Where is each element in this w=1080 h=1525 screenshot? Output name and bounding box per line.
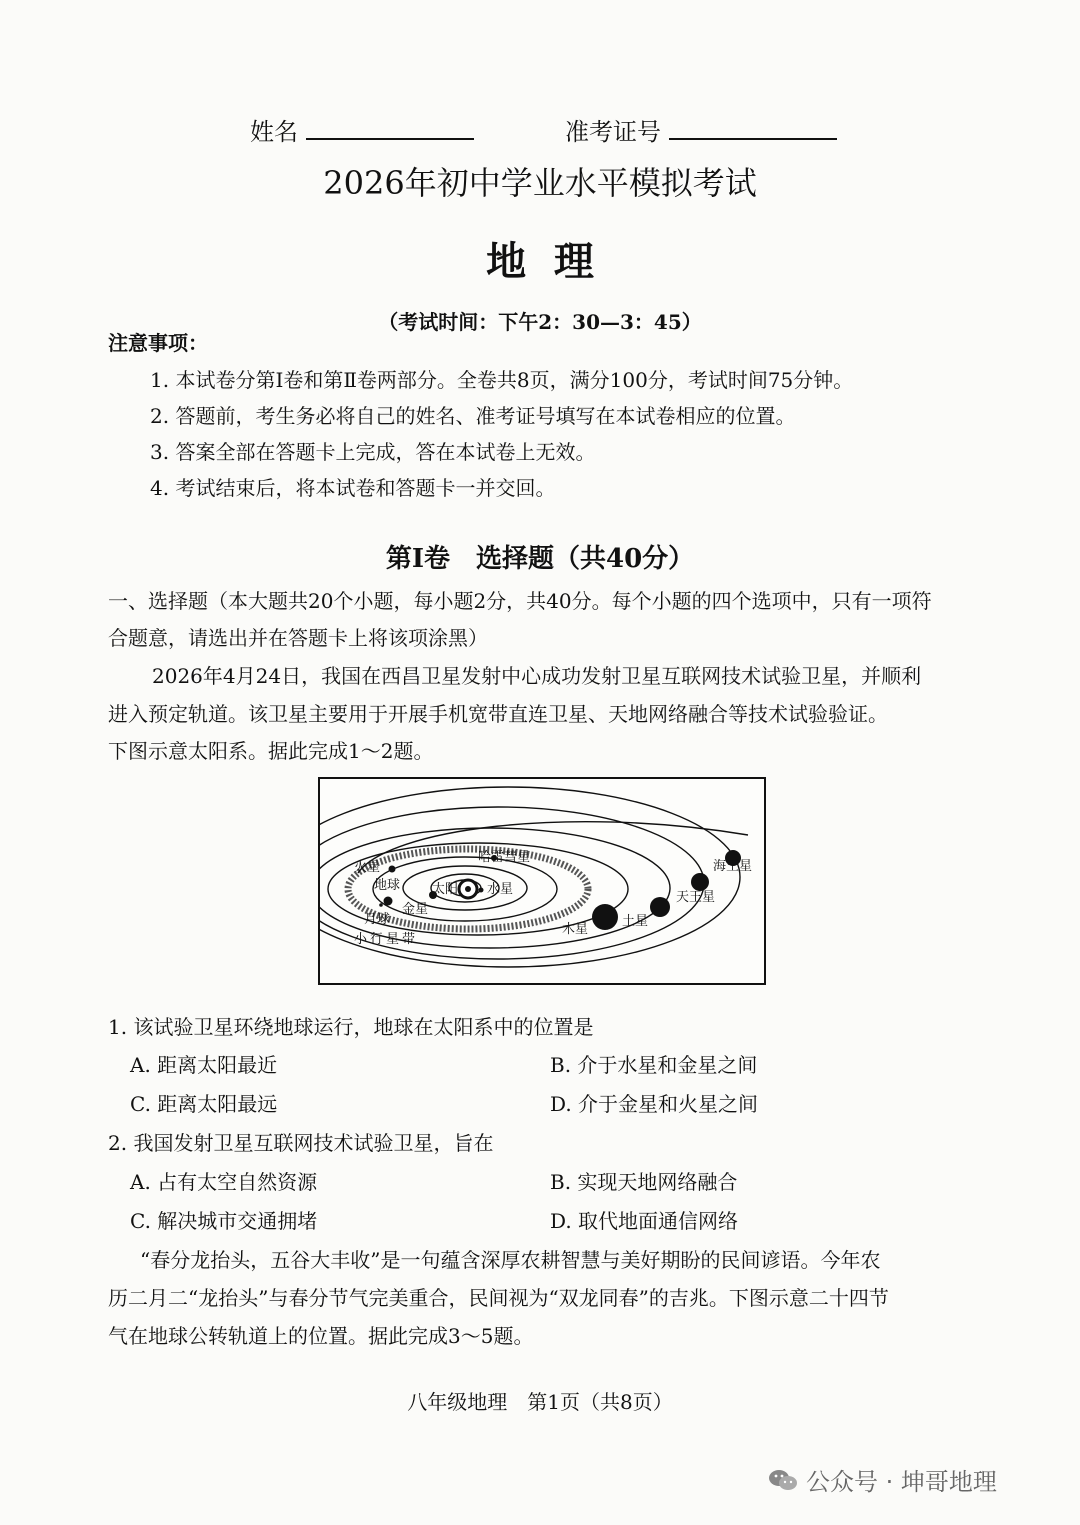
question-1-stem: 1. 该试验卫星环绕地球运行，地球在太阳系中的位置是	[108, 1015, 594, 1039]
section-title: 第Ⅰ卷 选择题（共40分）	[385, 544, 695, 574]
passage2-line3: 气在地球公转轨道上的位置。据此完成3～5题。	[108, 1324, 534, 1348]
label-saturn: 土星	[622, 914, 649, 929]
mercury	[479, 888, 484, 893]
section-instruction-line2: 合题意，请选出并在答题卡上将该项涂黑）	[108, 626, 488, 650]
subject-title: 地 理	[486, 238, 594, 285]
exam-id-field	[565, 112, 837, 147]
sun-core	[465, 886, 471, 892]
wechat-icon	[768, 1467, 798, 1493]
label-jupiter: 木星	[562, 922, 589, 937]
question-1-option-c: C. 距离太阳最远	[130, 1092, 278, 1116]
exam-id-label: 准考证号	[565, 118, 661, 146]
notes-heading: 注意事项：	[108, 331, 208, 355]
label-moon: 月球	[364, 912, 391, 927]
passage1-line1: 2026年4月24日，我国在西昌卫星发射中心成功发射卫星互联网技术试验卫星，并顺利	[152, 664, 922, 688]
mars	[389, 866, 396, 873]
note-item-1: 1. 本试卷分第Ⅰ卷和第Ⅱ卷两部分。全卷共8页，满分100分，考试时间75分钟。	[150, 368, 854, 392]
note-item-3: 3. 答案全部在答题卡上完成，答在本试卷上无效。	[150, 440, 596, 464]
note-item-4: 4. 考试结束后，将本试卷和答题卡一并交回。	[150, 476, 556, 500]
label-mars: 火星	[354, 860, 381, 875]
label-uranus: 天王星	[676, 890, 716, 905]
page-footer: 八年级地理 第1页（共8页）	[407, 1390, 673, 1414]
name-blank	[306, 138, 474, 140]
note-item-2: 2. 答题前，考生务必将自己的姓名、准考证号填写在本试卷相应的位置。	[150, 404, 796, 428]
label-halley: 哈雷彗星	[478, 850, 531, 865]
name-field	[250, 112, 474, 147]
question-2-option-d: D. 取代地面通信网络	[550, 1209, 739, 1233]
passage1-line3: 下图示意太阳系。据此完成1～2题。	[108, 739, 434, 763]
question-1-option-a: A. 距离太阳最近	[130, 1053, 278, 1077]
watermark	[768, 1462, 997, 1497]
section-instruction-line1: 一、选择题（本大题共20个小题，每小题2分，共40分。每个小题的四个选项中，只有一项符	[108, 589, 932, 613]
passage1-line2: 进入预定轨道。该卫星主要用于开展手机宽带直连卫星、天地网络融合等技术试验验证。	[108, 702, 888, 726]
label-asteroid-belt: 小行星带	[354, 932, 419, 947]
label-neptune: 海王星	[713, 859, 753, 874]
name-label: 姓名	[250, 118, 298, 146]
question-2-option-b: B. 实现天地网络融合	[550, 1170, 738, 1194]
question-2-option-a: A. 占有太空自然资源	[130, 1170, 318, 1194]
passage2-line1: “春分龙抬头，五谷大丰收”是一句蕴含深厚农耕智慧与美好期盼的民间谚语。今年农	[140, 1248, 881, 1272]
question-1-option-d: D. 介于金星和火星之间	[550, 1092, 759, 1116]
earth	[384, 897, 393, 906]
label-mercury: 水星	[487, 882, 514, 897]
watermark-text: 公众号 · 坤哥地理	[806, 1468, 997, 1496]
label-earth: 地球	[374, 878, 401, 893]
question-2-stem: 2. 我国发射卫星互联网技术试验卫星，旨在	[108, 1131, 494, 1155]
uranus	[691, 873, 709, 891]
exam-time: （考试时间：下午2：30—3：45）	[378, 310, 702, 334]
jupiter	[592, 904, 618, 930]
label-venus: 金星	[402, 902, 429, 917]
exam-title: 2026年初中学业水平模拟考试	[323, 164, 757, 202]
question-2-option-c: C. 解决城市交通拥堵	[130, 1209, 318, 1233]
exam-id-blank	[669, 138, 837, 140]
solar-system-diagram	[318, 777, 766, 985]
label-sun: 太阳	[432, 882, 459, 897]
moon	[379, 903, 383, 907]
question-1-option-b: B. 介于水星和金星之间	[550, 1053, 758, 1077]
passage2-line2: 历二月二“龙抬头”与春分节气完美重合，民间视为“双龙同春”的吉兆。下图示意二十四节	[108, 1286, 889, 1310]
saturn	[650, 897, 670, 917]
